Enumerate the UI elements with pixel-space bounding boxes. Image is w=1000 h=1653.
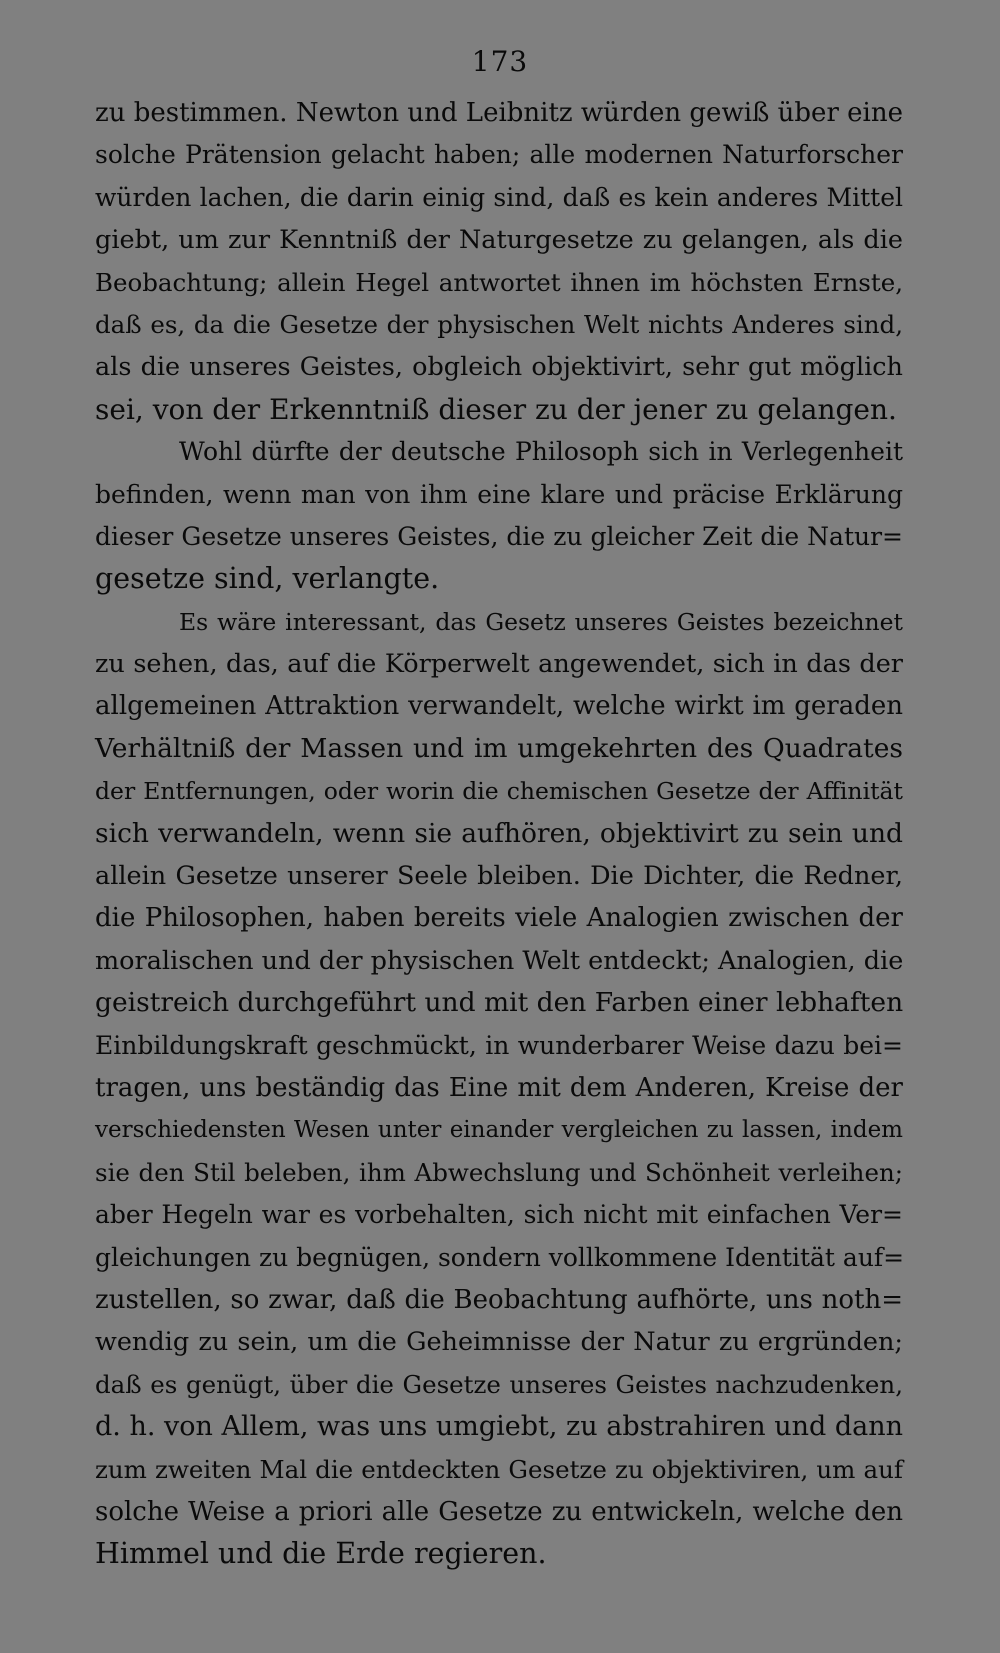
- text-line: gesetze sind, verlangte.: [95, 562, 440, 596]
- text-line: zu sehen, das, auf die Körperwelt angewendet, sich in das der: [95, 649, 903, 680]
- text-line: allgemeinen Attraktion verwandelt, welche wirkt im geraden: [95, 691, 903, 722]
- text-line: wendig zu sein, um die Geheimnisse der Natur zu ergründen;: [95, 1327, 903, 1358]
- text-line: sie den Stil beleben, ihm Abwechslung und Schönheit verleihen;: [95, 1157, 903, 1187]
- body-text: [95, 92, 903, 1576]
- text-line: sich verwandeln, wenn sie aufhören, objektivirt zu sein und: [95, 817, 903, 849]
- text-line: aber Hegeln war es vorbehalten, sich nicht mit einfachen Ver=: [95, 1200, 903, 1230]
- text-line: sei, von der Erkenntniß dieser zu der jener zu gelangen.: [95, 392, 897, 426]
- text-line: Verhältniß der Massen und im umgekehrten des Quadrates: [95, 732, 903, 764]
- text-line: d. h. von Allem, was uns umgiebt, zu abstrahiren und dann: [95, 1411, 904, 1443]
- text-line: tragen, uns beständig das Eine mit dem Anderen, Kreise der: [95, 1072, 903, 1103]
- text-line: zu bestimmen. Newton und Leibnitz würden gewiß über eine: [95, 98, 903, 128]
- text-line: gleichungen zu begnügen, sondern vollkommene Identität auf=: [95, 1242, 905, 1272]
- text-line: Einbildungskraft geschmückt, in wunderbarer Weise dazu bei=: [95, 1030, 903, 1060]
- text-line: als die unseres Geistes, obgleich objektivirt, sehr gut möglich: [95, 352, 903, 383]
- text-line: Himmel und die Erde regieren.: [95, 1537, 547, 1571]
- text-line: die Philosophen, haben bereits viele Analogien zwischen der: [95, 903, 903, 934]
- text-line: zum zweiten Mal die entdeckten Gesetze zu objektiviren, um auf: [95, 1454, 903, 1484]
- text-line: verschiedensten Wesen unter einander vergleichen zu lassen, indem: [95, 1117, 903, 1144]
- text-line: solche Prätension gelacht haben; alle modernen Naturforscher: [95, 140, 903, 170]
- text-line: befinden, wenn man von ihm eine klare und präcise Erklärung: [95, 479, 903, 509]
- text-line: moralischen und der physischen Welt entdeckt; Analogien, die: [95, 945, 904, 976]
- page-number: 173: [471, 45, 529, 78]
- text-line: dieser Gesetze unseres Geistes, die zu gleicher Zeit die Natur=: [95, 521, 903, 551]
- text-line: zustellen, so zwar, daß die Beobachtung aufhörte, uns noth=: [95, 1284, 903, 1315]
- text-line: daß es genügt, über die Gesetze unseres Geistes nachzudenken,: [95, 1369, 903, 1399]
- text-line: allein Gesetze unserer Seele bleiben. Die Dichter, die Redner,: [95, 861, 903, 892]
- text-line: giebt, um zur Kenntniß der Naturgesetze zu gelangen, als die: [95, 225, 903, 256]
- text-line: geistreich durchgeführt und mit den Farben einer lebhaften: [95, 987, 904, 1019]
- text-line: Es wäre interessant, das Gesetz unseres Geistes bezeichnet: [179, 607, 903, 636]
- text-line: daß es, da die Gesetze der physischen Welt nichts Anderes sind,: [95, 309, 903, 339]
- text-line: der Entfernungen, oder worin die chemischen Gesetze der Affinität: [95, 777, 903, 806]
- text-line: würden lachen, die darin einig sind, daß es kein anderes Mittel: [95, 182, 903, 212]
- text-line: Beobachtung; allein Hegel antwortet ihnen im höchsten Ernste,: [95, 267, 903, 297]
- text-line: Wohl dürfte der deutsche Philosoph sich in Verlegenheit: [179, 437, 903, 467]
- text-line: solche Weise a priori alle Gesetze zu entwickeln, welche den: [95, 1496, 903, 1527]
